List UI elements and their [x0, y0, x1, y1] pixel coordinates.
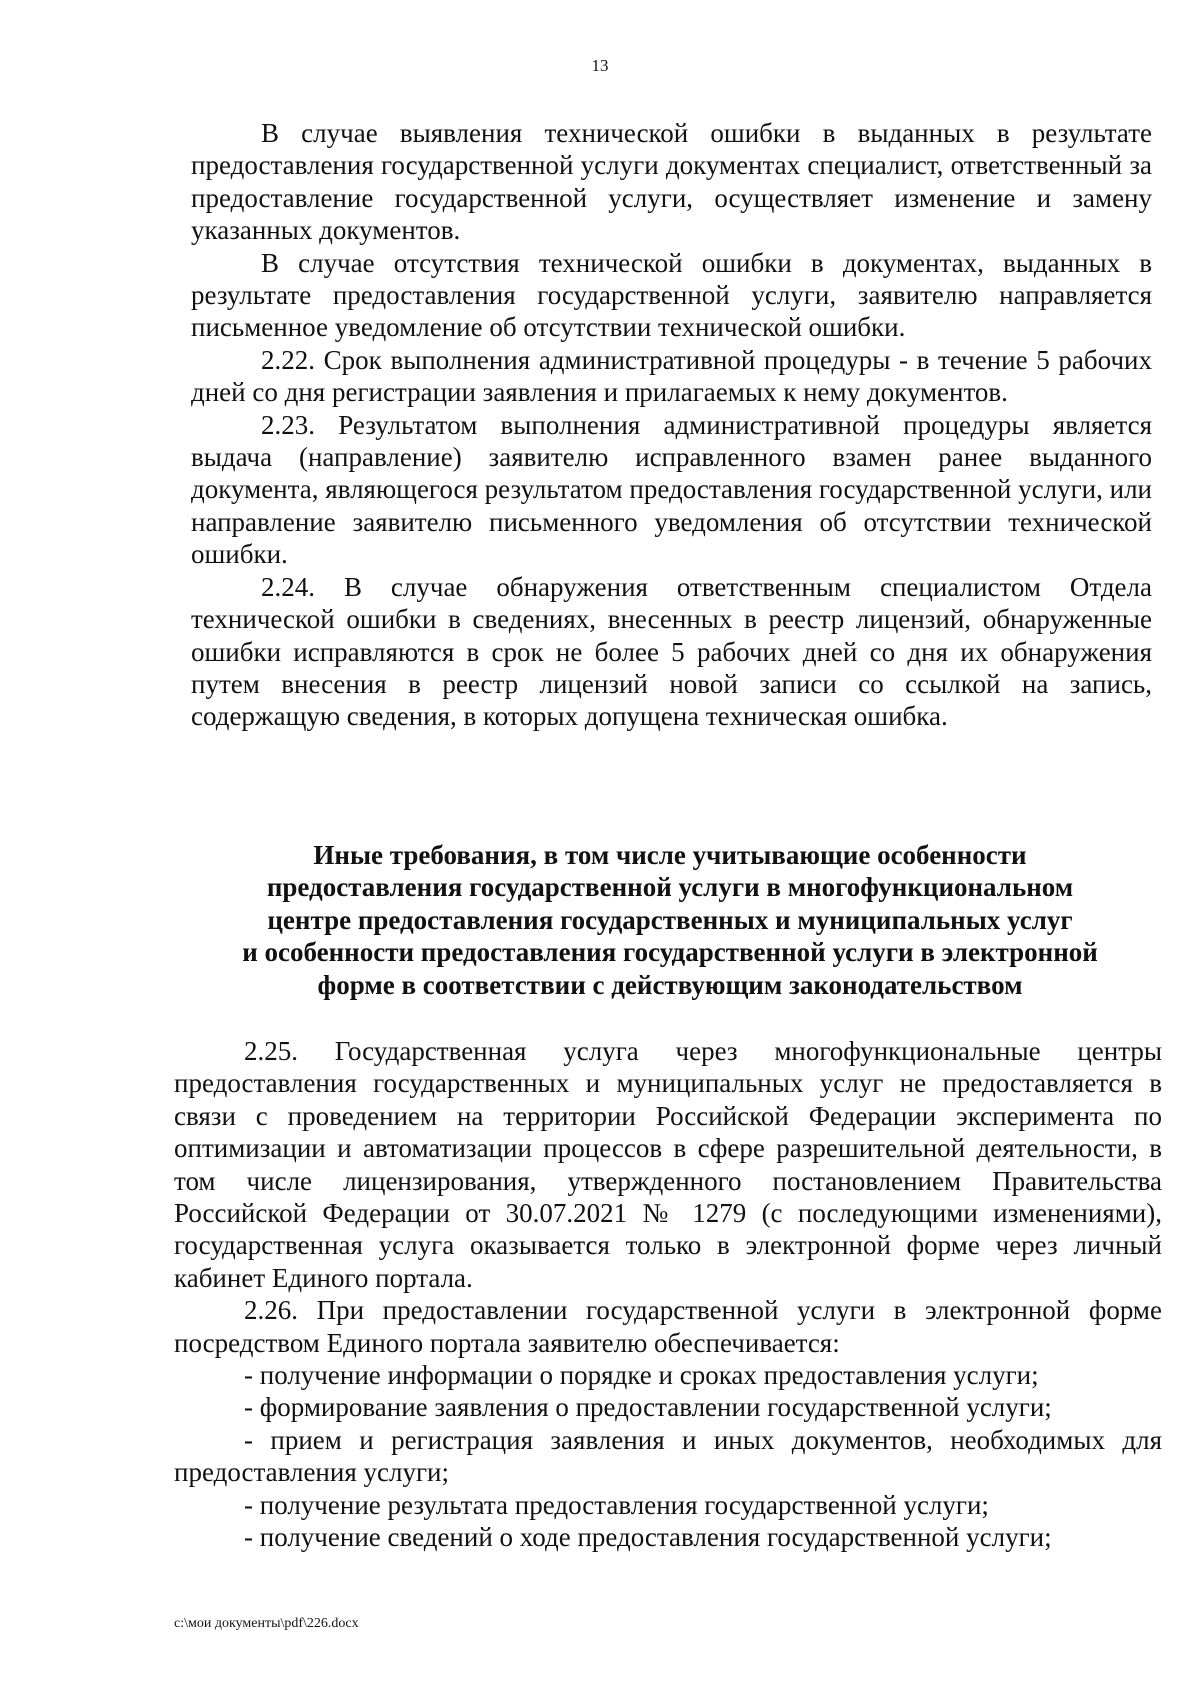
list-item: - получение информации о порядке и сроках предоставления услуги; [244, 1360, 1039, 1391]
paragraph-2-25: 2.25. Государственная услуга через многофункциональные центры предоставления государственных и муниципальных услуг не предоставляется в связи с проведением на территории Российской Федерации эксперимента по оптимизации и автоматизации процессов в сфере разрешительной деятельности, в том числе лицензирования, утвержденного постановлением Правительства Российской Федерации от 30.07.2021 № 1279 (с последующими изменениями), государственная услуга оказывается только в электронной форме через личный кабинет Единого портала. [174, 1036, 1162, 1293]
list-item: - прием и регистрация заявления и иных документов, необходимых для предоставления услуги; [174, 1424, 1162, 1488]
bottom-text-block [174, 1035, 1162, 1554]
paragraph-2-23: 2.23. Результатом выполнения административной процедуры является выдача (направление) заявителю исправленного взамен ранее выданного документа, являющегося результатом предоставления государственной услуги, или направление заявителю письменного уведомления об отсутствии технической ошибки. [191, 409, 1152, 570]
section-heading [180, 839, 1160, 1001]
heading-line: и особенности предоставления государственной услуги в электронной [242, 937, 1098, 968]
list-item: - получение результата предоставления государственной услуги; [244, 1489, 989, 1520]
heading-line: форме в соответствии с действующим законодательством [317, 969, 1023, 1000]
heading-line: предоставления государственной услуги в многофункциональном [266, 872, 1074, 903]
paragraph-technical-error: В случае выявления технической ошибки в выданных в результате предоставления государственной услуги документах специалист, ответственный за предоставление государственной услуги, осуществляет изменение и замену указанных документов. [191, 118, 1152, 246]
footer-file-path: c:\мои документы\pdf\226.docx [174, 1616, 359, 1631]
heading-line: Иные требования, в том числе учитывающие особенности [313, 840, 1027, 870]
page-number: 13 [591, 56, 609, 75]
top-text-block [191, 117, 1152, 733]
list-item: - формирование заявления о предоставлении государственной услуги; [244, 1392, 1052, 1423]
paragraph-2-26: 2.26. При предоставлении государственной услуги в электронной форме посредством Единого портала заявителю обеспечивается: [174, 1295, 1162, 1358]
paragraph-no-error: В случае отсутствия технической ошибки в документах, выданных в результате предоставления государственной услуги, заявителю направляется письменное уведомление об отсутствии технической ошибки. [191, 247, 1152, 343]
paragraph-2-22: 2.22. Срок выполнения административной процедуры - в течение 5 рабочих дней со дня регистрации заявления и прилагаемых к нему документов. [191, 344, 1152, 408]
list-item: - получение сведений о ходе предоставления государственной услуги; [244, 1522, 1052, 1553]
heading-line: центре предоставления государственных и муниципальных услуг [267, 904, 1073, 935]
paragraph-2-24: 2.24. В случае обнаружения ответственным специалистом Отдела технической ошибки в сведениях, внесенных в реестр лицензий, обнаруженные ошибки исправляются в срок не более 5 рабочих дней со дня их обнаружения путем внесения в реестр лицензий новой записи со ссылкой на запись, содержащую сведения, в которых допущена техническая ошибка. [191, 571, 1152, 732]
